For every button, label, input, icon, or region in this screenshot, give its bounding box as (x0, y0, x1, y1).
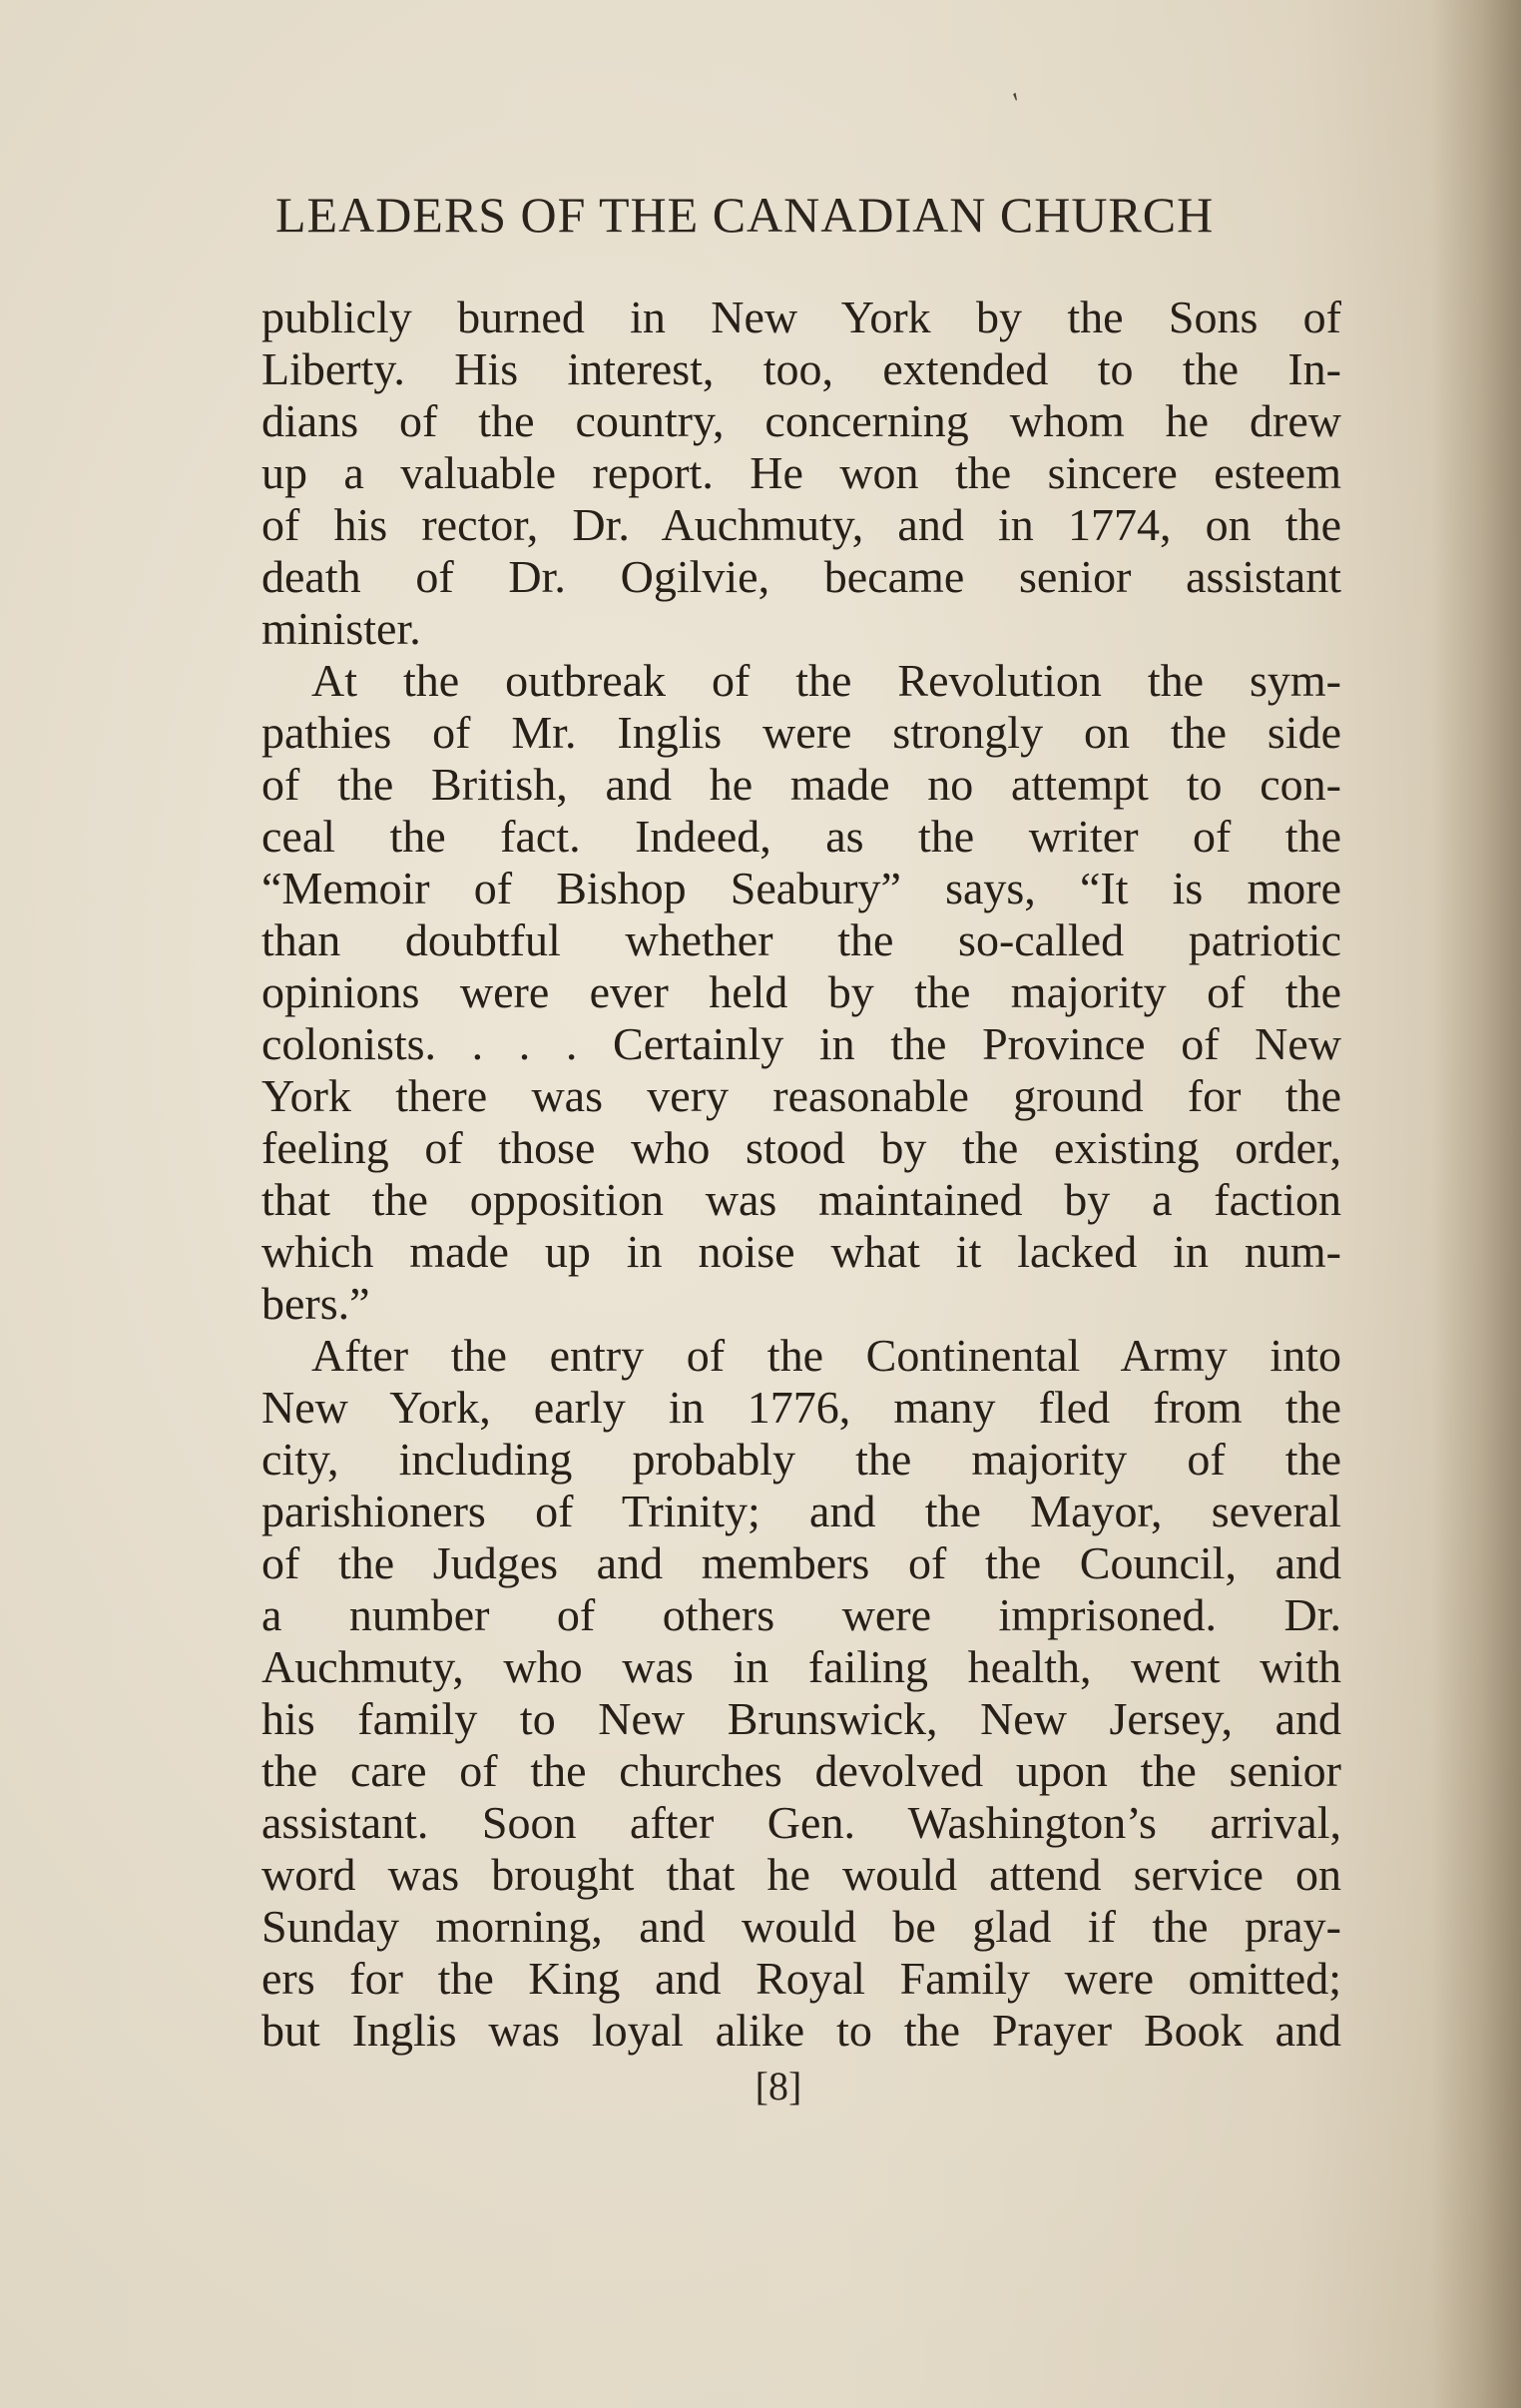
text-line: colonists. . . . Certainly in the Province of New (261, 1018, 1341, 1069)
text-line: bers.” (261, 1278, 370, 1329)
text-line: up a valuable report. He won the sincere esteem (261, 447, 1341, 498)
text-line: word was brought that he would attend service on (261, 1849, 1341, 1900)
text-line: publicly burned in New York by the Sons of (261, 292, 1341, 342)
text-line: but Inglis was loyal alike to the Prayer Book and (261, 2005, 1341, 2056)
text-line: than doubtful whether the so-called patriotic (261, 914, 1341, 965)
text-line: After the entry of the Continental Army into (311, 1330, 1341, 1381)
text-line: assistant. Soon after Gen. Washington’s arrival, (261, 1797, 1341, 1848)
text-line: the care of the churches devolved upon the senior (261, 1745, 1341, 1796)
text-line: ceal the fact. Indeed, as the writer of the (261, 811, 1341, 862)
text-line: “Memoir of Bishop Seabury” says, “It is more (261, 863, 1341, 913)
body-text (261, 292, 1341, 2057)
text-line: that the opposition was maintained by a faction (261, 1174, 1341, 1225)
pencil-mark: ʹ (1007, 86, 1031, 119)
text-line: his family to New Brunswick, New Jersey, and (261, 1693, 1341, 1744)
text-line: which made up in noise what it lacked in num- (261, 1226, 1341, 1277)
text-line: opinions were ever held by the majority of the (261, 966, 1341, 1017)
text-line: Auchmuty, who was in failing health, went with (261, 1641, 1341, 1692)
text-line: death of Dr. Ogilvie, became senior assistant (261, 551, 1341, 602)
text-line: feeling of those who stood by the existing order, (261, 1122, 1341, 1173)
running-head: LEADERS OF THE CANADIAN CHURCH (275, 187, 1215, 243)
text-line: of the British, and he made no attempt to con- (261, 759, 1341, 810)
text-line: Liberty. His interest, too, extended to the In- (261, 343, 1341, 394)
text-line: of the Judges and members of the Council, and (261, 1537, 1341, 1588)
page-gutter-shadow (1431, 0, 1521, 2408)
text-line: At the outbreak of the Revolution the sym- (311, 655, 1341, 706)
text-line: ers for the King and Royal Family were omitted; (261, 1953, 1341, 2004)
text-line: New York, early in 1776, many fled from the (261, 1382, 1341, 1433)
text-line: York there was very reasonable ground for the (261, 1070, 1341, 1121)
text-line: city, including probably the majority of the (261, 1434, 1341, 1485)
page-number: [8] (755, 2064, 802, 2108)
text-line: of his rector, Dr. Auchmuty, and in 1774, on the (261, 499, 1341, 550)
text-line: a number of others were imprisoned. Dr. (261, 1589, 1341, 1640)
text-line: pathies of Mr. Inglis were strongly on the side (261, 707, 1341, 758)
text-line: parishioners of Trinity; and the Mayor, several (261, 1486, 1341, 1536)
text-line: dians of the country, concerning whom he drew (261, 395, 1341, 446)
text-line: minister. (261, 603, 421, 654)
text-line: Sunday morning, and would be glad if the pray- (261, 1901, 1341, 1952)
